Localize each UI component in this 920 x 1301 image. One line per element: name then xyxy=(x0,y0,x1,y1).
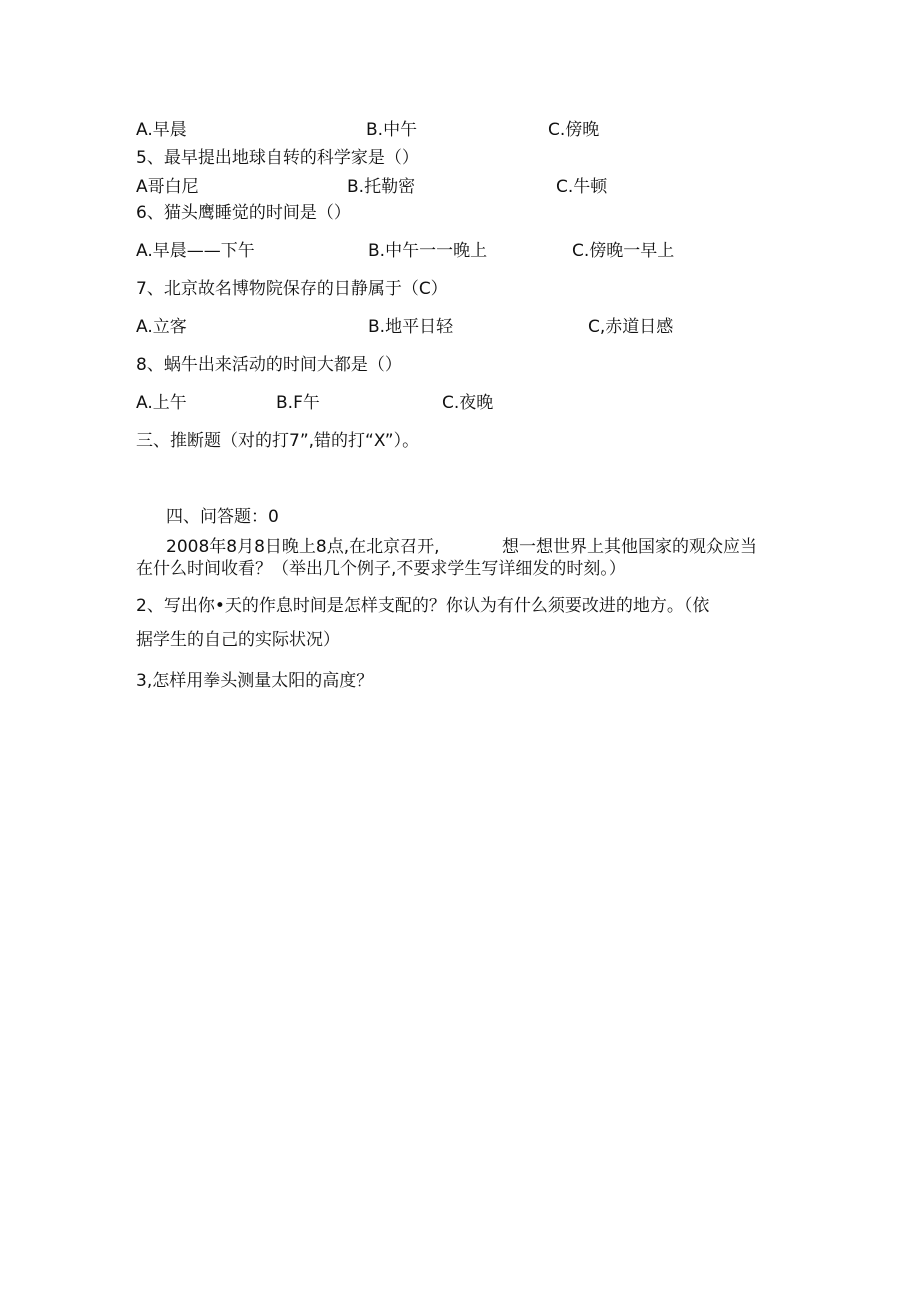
section-4-heading: 四、问答题：0 xyxy=(166,507,279,527)
q6-option-c: C.傍晚一早上 xyxy=(572,241,675,261)
q4-option-c: C.傍晚 xyxy=(548,120,600,140)
q5-question: 5、最早提出地球自转的科学家是（） xyxy=(136,148,419,168)
q4-option-a: A.早晨 xyxy=(136,120,187,140)
section-4-q1-line1-b: 想一想世界上其他国家的观众应当 xyxy=(502,537,757,557)
q7-option-b: B.地平日轻 xyxy=(368,317,454,337)
q8-option-a: A.上午 xyxy=(136,393,187,413)
q6-option-a: A.早晨——下午 xyxy=(136,241,255,261)
q5-option-a: A哥白尼 xyxy=(136,177,199,197)
section-4-q2-line1: 2、写出你•天的作息时间是怎样支配的？你认为有什么须要改进的地方。（依 xyxy=(136,596,710,616)
q7-question: 7、北京故名博物院保存的日静属于（C） xyxy=(136,279,448,299)
q8-question: 8、蜗牛出来活动的时间大都是（） xyxy=(136,355,402,375)
section-3-heading: 三、推断题（对的打7”,错的打“X”）。 xyxy=(136,431,420,451)
section-4-q3: 3,怎样用拳头测量太阳的高度？ xyxy=(136,671,374,691)
q4-option-b: B.中午 xyxy=(366,120,418,140)
section-4-q1-line2: 在什么时间收看？（举出几个例子,不要求学生写详细发的时刻。） xyxy=(136,559,626,579)
q8-option-b: B.F午 xyxy=(276,393,320,413)
q8-option-c: C.夜晚 xyxy=(442,393,494,413)
q6-question: 6、猫头鹰睡觉的时间是（） xyxy=(136,203,351,223)
q7-option-a: A.立客 xyxy=(136,317,187,337)
q6-option-b: B.中午一一晚上 xyxy=(368,241,488,261)
q5-option-b: B.托勒密 xyxy=(347,177,416,197)
q5-option-c: C.牛顿 xyxy=(556,177,608,197)
section-4-q2-line2: 据学生的自己的实际状况） xyxy=(136,630,340,650)
q7-option-c: C,赤道日感 xyxy=(588,317,674,337)
section-4-q1-line1-a: 2008年8月8日晚上8点,在北京召开, xyxy=(166,537,440,557)
